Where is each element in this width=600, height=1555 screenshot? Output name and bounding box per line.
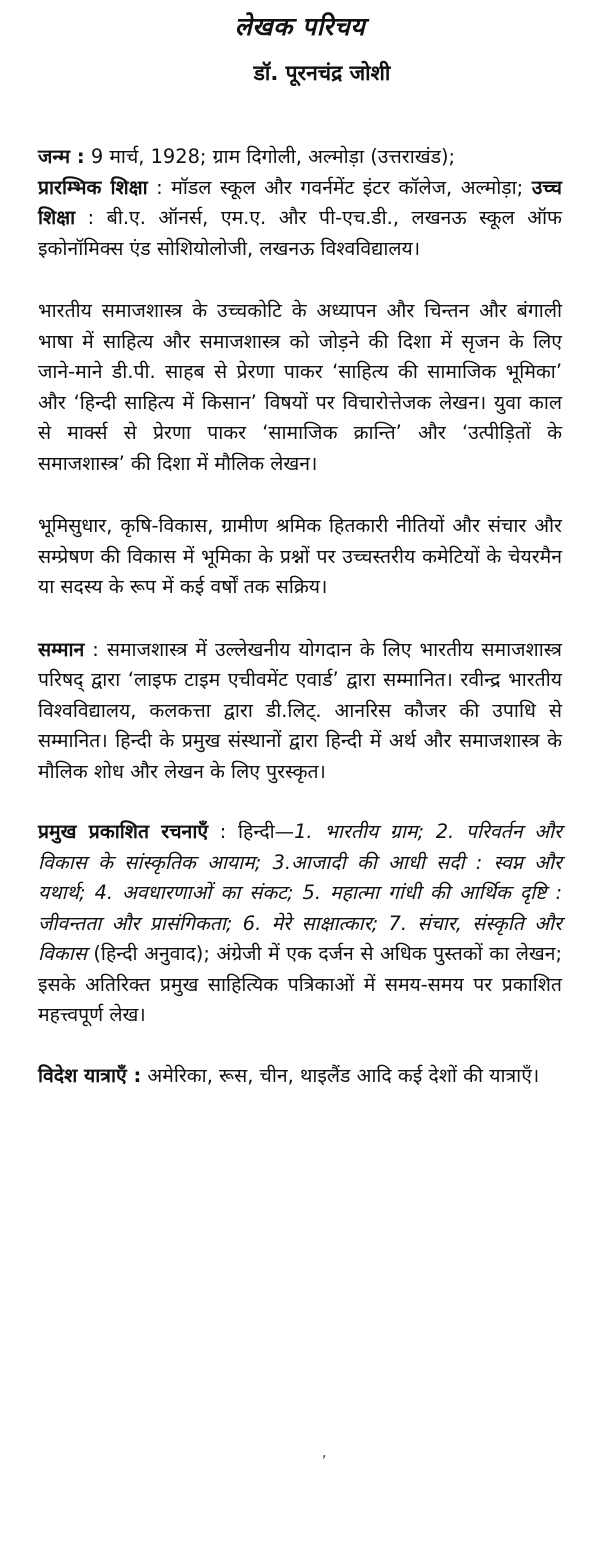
primary-education-text: : मॉडल स्कूल और गवर्नमेंट इंटर कॉलेज, अल्मोड़ा; [147, 175, 532, 199]
higher-education-text: : बी.ए. ऑनर्स, एम.ए. और पी-एच.डी., लखनऊ स्कूल ऑफ इकोनॉमिक्स एंड सोशियोलोजी, लखनऊ विश्वविद्यालय। [38, 206, 562, 260]
honours-text: : समाजशास्त्र में उल्लेखनीय योगदान के लिए भारतीय समाजशास्त्र परिषद् द्वारा ‘लाइफ टाइम एचीवमेंट एवार्ड’ द्वारा सम्मानित। रवीन्द्र भारतीय विश्वविद्यालय, कलकत्ता द्वारा डी.लिट्. आनरिस कौजर की उपाधि से सम्मानित। हिन्दी के प्रमुख संस्थानों द्वारा हिन्दी में अर्थ और समाजशास्त्र के मौलिक शोध और लेखन के लिए पुरस्कृत। [38, 637, 562, 783]
works-lead: : हिन्दी— [208, 820, 295, 843]
education-paragraph [38, 142, 562, 264]
stray-mark: , [322, 1445, 327, 1461]
honours-label: सम्मान [38, 637, 85, 661]
works-rest: (हिन्दी अनुवाद); अंग्रेजी में एक दर्जन से अधिक पुस्तकों का लेखन; इसके अतिरिक्त प्रमुख साहित्यिक पत्रिकाओं में समय-समय पर प्रकाशित महत्त्वपूर्ण लेख। [38, 942, 562, 1026]
birth-label: जन्म : [38, 145, 85, 168]
works-label: प्रमुख प्रकाशित रचनाएँ [38, 820, 209, 843]
inspiration-paragraph: भारतीय समाजशास्त्र के उच्चकोटि के अध्यापन और चिन्तन और बंगाली भाषा में साहित्य और समाजशास्त्र को जोड़ने की दिशा में सृजन के लिए जाने-माने डी.पी. साहब से प्रेरणा पाकर ‘साहित्य की सामाजिक भूमिका’ और ‘हिन्दी साहित्य में किसान’ विषयों पर विचारोत्तेजक लेखन। युवा काल से मार्क्स से प्रेरणा पाकर ‘सामाजिक क्रान्ति’ और ‘उत्पीड़ितों के समाजशास्त्र’ की दिशा में मौलिक लेखन। [38, 299, 562, 475]
works-paragraph [38, 817, 562, 1031]
page-title: लेखक परिचय [234, 12, 366, 41]
travels-text: अमेरिका, रूस, चीन, थाइलैंड आदि कई देशों की यात्राएँ। [141, 1063, 540, 1087]
birth-text: 9 मार्च, 1928; ग्राम दिगोली, अल्मोड़ा (उत्तराखंड); [84, 145, 456, 168]
honours-paragraph [38, 635, 562, 788]
travels-label: विदेश यात्राएँ : [38, 1063, 142, 1087]
travels-paragraph [38, 1061, 562, 1092]
higher-education-label: उच्च शिक्षा [38, 175, 562, 229]
works-titles: 1. भारतीय ग्राम; 2. परिवर्तन और विकास के सांस्कृतिक आयाम; 3.आजादी की आधी सदी : स्वप्न और यथार्थ; 4. अवधारणाओं का संकट; 5. महात्मा गांधी की आर्थिक दृष्टि : जीवन्तता और प्रासंगिकता; 6. मेरे साक्षात्कार; 7. संचार, संस्कृति और विकास [38, 820, 562, 965]
committees-paragraph: भूमिसुधार, कृषि-विकास, ग्रामीण श्रमिक हितकारी नीतियों और संचार और सम्प्रेषण की विकास में भूमिका के प्रश्नों पर उच्चस्तरीय कमेटियों के चेयरमैन या सदस्य के रूप में कई वर्षों तक सक्रिय। [38, 514, 562, 598]
primary-education-label: प्रारम्भिक शिक्षा [38, 175, 148, 199]
author-name: डॉ. पूरनचंद्र जोशी [253, 61, 391, 85]
